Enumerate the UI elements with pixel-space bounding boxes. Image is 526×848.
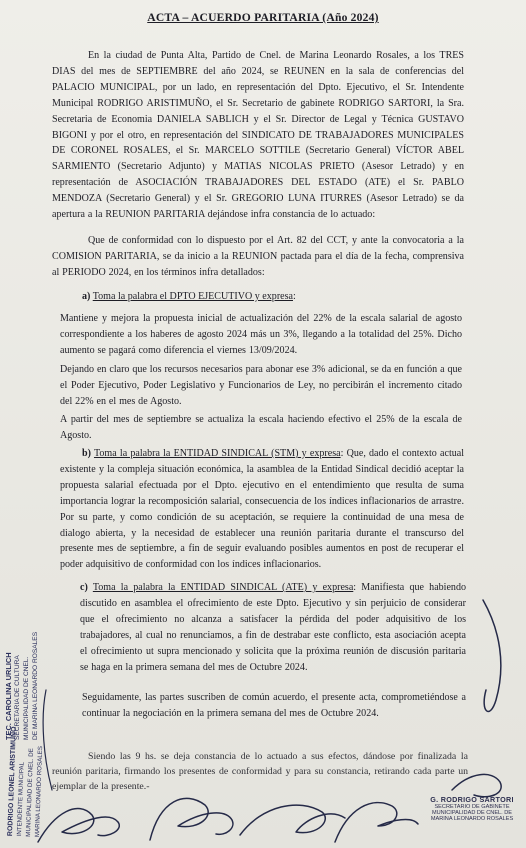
section-b-title: Toma la palabra la ENTIDAD SINDICAL (STM) y expresa	[93, 448, 341, 459]
signature-3	[240, 805, 345, 835]
section-c-title: Toma la palabra la ENTIDAD SINDICAL (ATE) y expresa	[92, 582, 354, 593]
section-b-text: : Que, dado el contexto actual existente y la compleja situación económica, la asamblea de la Entidad Sindical decidió aceptar la propuesta salarial efectuada por el Dpto. ejecutivo en el entendimiento que resulta de suma importancia lograr la recomposición salarial, consecuencia de los índices inflacionarios de arrastre. Por su parte, y como condición de su aceptación, se requiere la continuidad de una mesa de dialogo abierta, y la necesidad de establecer una reunión paritaria durante el transcurso del presente mes de septiembre, a fin de seguir evaluando posibles aumentos en post de recuperar el poder adquisitivo de conformidad con los índices inflacionarios.	[60, 448, 465, 571]
section-a-paragraph-3: A partir del mes de septiembre se actualiza la escala haciendo efectivo el 25% de la escala de Agosto.	[60, 414, 462, 441]
section-c-letter: c)	[80, 582, 88, 593]
section-a-paragraph-1: Mantiene y mejora la propuesta inicial de actualización del 22% de la escala salarial de agosto correspondiente a los haberes de agosto 2024 más un 3%, llegando a la totalidad del 25%. Dicho aumento se pagará como diferencia el viernes 13/09/2024.	[60, 313, 462, 356]
stamp-secretario-gabinete: G. RODRIGO SARTORI SECRETARIO DE GABINETE MUNICIPALIDAD DE CNEL. DE MARINA LEONARDO ROSALES	[422, 795, 522, 823]
stamp-intendente: RODRIGO LEONEL ARISTIMUÑO INTENDENTE MUNICIPAL MUNICIPALIDAD DE CNEL. DE MARINA LEONARDO ROSALES	[6, 726, 45, 838]
intro-paragraph: En la ciudad de Punta Alta, Partido de Cnel. de Marina Leonardo Rosales, a los TRES DIAS del mes de SEPTIEMBRE del año 2024, se REUNEN en la sala de conferencias del PALACIO MUNICIPAL, por un lado, en representación del Dpto. Ejecutivo, el Sr. Intendente Municipal RODRIGO ARISTIMUÑO, el Sr. Secretario de gabinete RODRIGO SARTORI, la Sra. Secretaria de Economia DANIELA SABLICH y el Sr. Director de Legal y Técnica GUSTAVO BIGONI y por el otro, en representación del SINDICATO DE TRABAJADORES MUNICIPALES DE CORONEL ROSALES, el Sr. MARCELO SOTTILE (Secretario General) VÍCTOR ABEL SARMIENTO (Secretario Adjunto) y MATIAS NICOLAS PRIETO (Asesor Letrado) y en representación de ASOCIACIÓN TRABAJADORES DEL ESTADO (ATE) el Sr. PABLO MENDOZA (Secretario General) y el Sr. GREGORIO LUNA ITURRES (Asesor Letrado) se da apertura a la REUNION PARITARIA dejándose infra constancia de lo actuado:	[52, 50, 464, 221]
stamp-secretaria-cultura: TEC. CAROLINA URLICH SECRETARIA DE CULTURA MUNICIPALIDAD DE CNEL. DE MARINA LEONARDO ROSALES	[4, 631, 39, 740]
document-title: ACTA – ACUERDO PARITARIA (Año 2024)	[147, 11, 379, 24]
section-b-letter: b)	[82, 448, 91, 459]
agreement-paragraph: Seguidamente, las partes suscriben de común acuerdo, el presente acta, comprometiéndose a continuar la negociación en la primera semana del mes de Octubre 2024.	[82, 692, 466, 719]
section-a-paragraph-2: Dejando en claro que los recursos necesarios para abonar ese 3% adicional, se da en función a que el Poder Ejecutivo, Poder Legislativo y Funcionarios de Ley, no percibirán el incremento citado del 22% en el mes de Agosto.	[60, 364, 462, 407]
section-a-letter: a)	[82, 291, 91, 302]
section-a-colon: :	[293, 291, 296, 302]
section-a-title: Toma la palabra el DPTO EJECUTIVO y expresa	[92, 291, 293, 302]
signature-5	[452, 774, 501, 796]
signature-6	[483, 600, 501, 711]
signature-4	[335, 803, 418, 842]
section-c-text: : Manifiesta que habiendo discutido en asamblea el ofrecimiento de este Dpto. Ejecutivo y sin perjuicio de considerar que el ofrecimiento no alcanza a satisfacer la pérdida del poder adquisitivo de los trabajadores, al cual no renunciamos, a fin de destrabar este conflicto, esta asociación acepta el ofrecimiento ut supra mencionado y solicita que la próxima reunión de discusión paritaria se haga en la primera semana del mes de Octubre 2024.	[80, 582, 466, 673]
closing-paragraph: Siendo las 9 hs. se deja constancia de lo actuado a sus efectos, dándose por finalizada la reunión paritaria, firmando los presentes de conformidad y para su constancia, retirando cada parte un ejemplar de la presente.-	[52, 751, 468, 792]
conformity-paragraph: Que de conformidad con lo dispuesto por el Art. 82 del CCT, y ante la convocatoria a la COMISION PARITARIA, se da inicio a la REUNION pactada para el día de la fecha, comprensiva al PERIODO 2024, en los términos infra detallados:	[52, 235, 464, 278]
signature-2	[150, 798, 233, 840]
signature-7	[43, 690, 52, 790]
signature-1	[38, 809, 119, 842]
stamp-right-name: G. RODRIGO SARTORI	[430, 795, 514, 804]
